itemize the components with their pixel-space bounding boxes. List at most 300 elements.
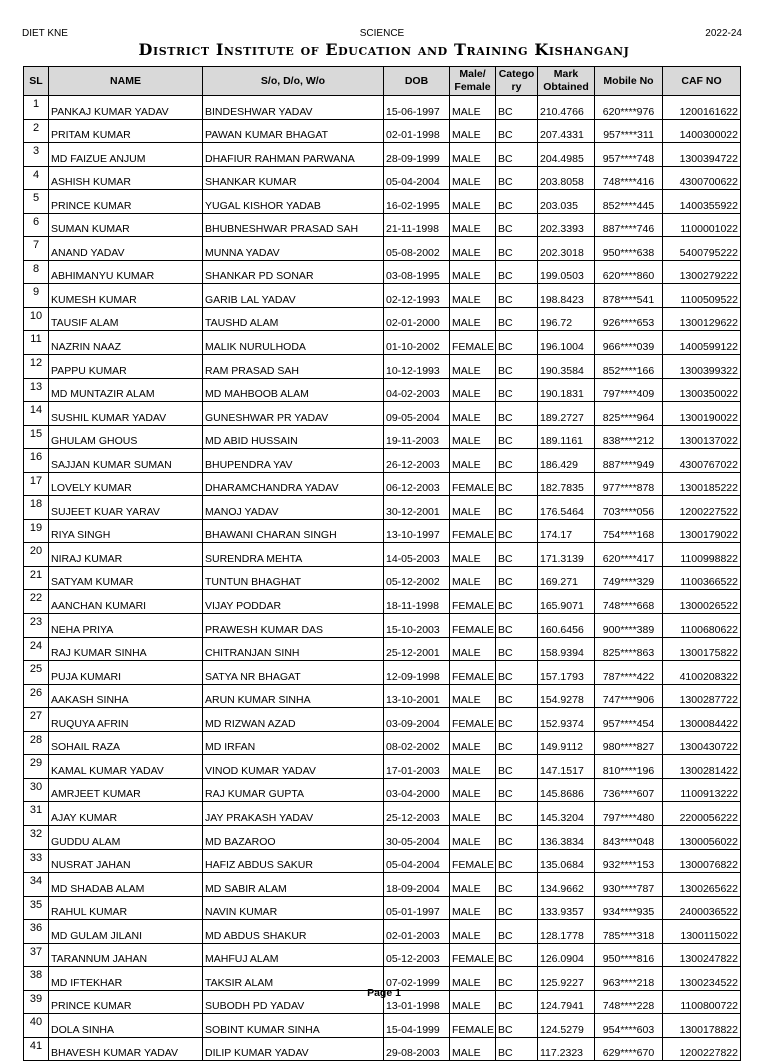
cell-marks: 126.0904 (538, 943, 595, 967)
cell-dob: 09-05-2004 (384, 402, 450, 426)
cell-dob: 16-02-1995 (384, 190, 450, 214)
cell-gender: MALE (450, 213, 496, 237)
table-row (24, 307, 741, 331)
cell-caf: 1300115022 (663, 920, 741, 944)
cell-gender: MALE (450, 637, 496, 661)
cell-category: BC (496, 307, 538, 331)
table-row (24, 637, 741, 661)
cell-gender: FEMALE (450, 331, 496, 355)
page-number: Page 1 (367, 987, 401, 999)
table-row (24, 920, 741, 944)
table-row (24, 284, 741, 308)
cell-category: BC (496, 284, 538, 308)
cell-category: BC (496, 802, 538, 826)
cell-marks: 145.8686 (538, 778, 595, 802)
cell-marks: 190.1831 (538, 378, 595, 402)
cell-guardian: SATYA NR BHAGAT (203, 661, 384, 685)
cell-caf: 1100509522 (663, 284, 741, 308)
cell-caf: 1300190022 (663, 402, 741, 426)
cell-dob: 29-08-2003 (384, 1037, 450, 1061)
cell-guardian: MD MAHBOOB ALAM (203, 378, 384, 402)
cell-marks: 203.8058 (538, 166, 595, 190)
cell-sl: 18 (24, 496, 49, 520)
cell-dob: 05-12-2002 (384, 566, 450, 590)
merit-list-table (23, 66, 741, 1061)
cell-name: ASHISH KUMAR (49, 166, 203, 190)
cell-name: NUSRAT JAHAN (49, 849, 203, 873)
cell-marks: 154.9278 (538, 684, 595, 708)
column-header-gender: Male/ Female (450, 67, 496, 96)
cell-category: BC (496, 849, 538, 873)
cell-caf: 2400036522 (663, 896, 741, 920)
cell-name: ABHIMANYU KUMAR (49, 260, 203, 284)
cell-guardian: MAHFUJ ALAM (203, 943, 384, 967)
cell-gender: MALE (450, 119, 496, 143)
cell-sl: 3 (24, 143, 49, 167)
cell-category: BC (496, 472, 538, 496)
cell-name: MD GULAM JILANI (49, 920, 203, 944)
cell-caf: 1300234522 (663, 967, 741, 991)
cell-guardian: MD IRFAN (203, 731, 384, 755)
cell-mobile: 810****196 (595, 755, 663, 779)
cell-category: BC (496, 331, 538, 355)
cell-mobile: 887****746 (595, 213, 663, 237)
cell-sl: 10 (24, 307, 49, 331)
cell-guardian: SHANKAR PD SONAR (203, 260, 384, 284)
table-row (24, 449, 741, 473)
cell-guardian: MD ABID HUSSAIN (203, 425, 384, 449)
cell-caf: 1300175822 (663, 637, 741, 661)
table-row (24, 331, 741, 355)
cell-guardian: VINOD KUMAR YADAV (203, 755, 384, 779)
table-row (24, 543, 741, 567)
table-row (24, 943, 741, 967)
cell-sl: 40 (24, 1014, 49, 1038)
table-row (24, 213, 741, 237)
cell-category: BC (496, 873, 538, 897)
cell-caf: 1100001022 (663, 213, 741, 237)
table-row (24, 190, 741, 214)
cell-guardian: ARUN KUMAR SINHA (203, 684, 384, 708)
cell-guardian: DHARAMCHANDRA YADAV (203, 472, 384, 496)
table-row (24, 119, 741, 143)
cell-gender: MALE (450, 307, 496, 331)
cell-mobile: 838****212 (595, 425, 663, 449)
cell-dob: 30-12-2001 (384, 496, 450, 520)
cell-dob: 13-10-2001 (384, 684, 450, 708)
cell-mobile: 787****422 (595, 661, 663, 685)
cell-gender: MALE (450, 425, 496, 449)
cell-guardian: PRAWESH KUMAR DAS (203, 614, 384, 638)
table-row (24, 684, 741, 708)
cell-marks: 196.72 (538, 307, 595, 331)
cell-marks: 189.1161 (538, 425, 595, 449)
cell-guardian: SURENDRA MEHTA (203, 543, 384, 567)
cell-caf: 1300350022 (663, 378, 741, 402)
cell-caf: 4300767022 (663, 449, 741, 473)
cell-caf: 1300026522 (663, 590, 741, 614)
column-header-caf: CAF NO (663, 67, 741, 96)
cell-sl: 41 (24, 1037, 49, 1061)
cell-name: SUJEET KUAR YARAV (49, 496, 203, 520)
cell-name: NIRAJ KUMAR (49, 543, 203, 567)
cell-name: AANCHAN KUMARI (49, 590, 203, 614)
cell-name: RAHUL KUMAR (49, 896, 203, 920)
cell-marks: 158.9394 (538, 637, 595, 661)
cell-category: BC (496, 566, 538, 590)
cell-sl: 37 (24, 943, 49, 967)
cell-caf: 1300178822 (663, 1014, 741, 1038)
cell-guardian: DILIP KUMAR YADAV (203, 1037, 384, 1061)
cell-name: AJAY KUMAR (49, 802, 203, 826)
cell-caf: 1400355922 (663, 190, 741, 214)
cell-dob: 15-10-2003 (384, 614, 450, 638)
cell-sl: 33 (24, 849, 49, 873)
cell-gender: FEMALE (450, 590, 496, 614)
cell-sl: 9 (24, 284, 49, 308)
cell-mobile: 797****409 (595, 378, 663, 402)
cell-dob: 03-09-2004 (384, 708, 450, 732)
cell-caf: 1300137022 (663, 425, 741, 449)
cell-category: BC (496, 449, 538, 473)
column-header-name: NAME (49, 67, 203, 96)
cell-dob: 25-12-2003 (384, 802, 450, 826)
cell-name: SUMAN KUMAR (49, 213, 203, 237)
cell-name: GUDDU ALAM (49, 825, 203, 849)
cell-gender: FEMALE (450, 849, 496, 873)
table-header-row (24, 67, 741, 96)
cell-category: BC (496, 96, 538, 120)
cell-marks: 199.0503 (538, 260, 595, 284)
cell-sl: 12 (24, 355, 49, 379)
cell-caf: 1300399322 (663, 355, 741, 379)
cell-dob: 07-02-1999 (384, 967, 450, 991)
cell-sl: 17 (24, 472, 49, 496)
cell-marks: 182.7835 (538, 472, 595, 496)
cell-category: BC (496, 825, 538, 849)
cell-mobile: 852****166 (595, 355, 663, 379)
table-row (24, 166, 741, 190)
cell-marks: 133.9357 (538, 896, 595, 920)
cell-gender: MALE (450, 873, 496, 897)
cell-guardian: YUGAL KISHOR YADAB (203, 190, 384, 214)
cell-category: BC (496, 425, 538, 449)
cell-name: TAUSIF ALAM (49, 307, 203, 331)
cell-gender: MALE (450, 566, 496, 590)
table-row (24, 472, 741, 496)
cell-caf: 1200161622 (663, 96, 741, 120)
cell-category: BC (496, 378, 538, 402)
table-row (24, 590, 741, 614)
cell-name: PRINCE KUMAR (49, 990, 203, 1014)
cell-gender: MALE (450, 920, 496, 944)
cell-guardian: VIJAY PODDAR (203, 590, 384, 614)
table-row (24, 496, 741, 520)
cell-dob: 17-01-2003 (384, 755, 450, 779)
cell-mobile: 950****638 (595, 237, 663, 261)
table-row (24, 873, 741, 897)
table-row (24, 355, 741, 379)
cell-gender: MALE (450, 731, 496, 755)
cell-marks: 207.4331 (538, 119, 595, 143)
cell-sl: 38 (24, 967, 49, 991)
cell-guardian: BHUPENDRA YAV (203, 449, 384, 473)
cell-dob: 14-05-2003 (384, 543, 450, 567)
cell-dob: 13-10-1997 (384, 519, 450, 543)
cell-mobile: 703****056 (595, 496, 663, 520)
cell-category: BC (496, 119, 538, 143)
cell-category: BC (496, 661, 538, 685)
cell-mobile: 887****949 (595, 449, 663, 473)
cell-sl: 24 (24, 637, 49, 661)
cell-caf: 1300279222 (663, 260, 741, 284)
cell-caf: 1400599122 (663, 331, 741, 355)
table-row (24, 1014, 741, 1038)
cell-dob: 19-11-2003 (384, 425, 450, 449)
cell-caf: 4300700622 (663, 166, 741, 190)
cell-mobile: 748****228 (595, 990, 663, 1014)
cell-gender: MALE (450, 778, 496, 802)
cell-guardian: DHAFIUR RAHMAN PARWANA (203, 143, 384, 167)
cell-dob: 04-02-2003 (384, 378, 450, 402)
cell-dob: 18-09-2004 (384, 873, 450, 897)
cell-guardian: GARIB LAL YADAV (203, 284, 384, 308)
cell-name: PRINCE KUMAR (49, 190, 203, 214)
session-label: 2022-24 (705, 28, 742, 39)
cell-category: BC (496, 684, 538, 708)
cell-sl: 25 (24, 661, 49, 685)
cell-guardian: MALIK NURULHODA (203, 331, 384, 355)
cell-marks: 198.8423 (538, 284, 595, 308)
cell-category: BC (496, 920, 538, 944)
table-row (24, 1037, 741, 1061)
cell-gender: MALE (450, 802, 496, 826)
cell-marks: 169.271 (538, 566, 595, 590)
table-row (24, 849, 741, 873)
cell-name: PUJA KUMARI (49, 661, 203, 685)
cell-caf: 1300265622 (663, 873, 741, 897)
cell-sl: 2 (24, 119, 49, 143)
cell-category: BC (496, 213, 538, 237)
column-header-dob: DOB (384, 67, 450, 96)
cell-guardian: RAM PRASAD SAH (203, 355, 384, 379)
cell-marks: 196.1004 (538, 331, 595, 355)
cell-name: MD SHADAB ALAM (49, 873, 203, 897)
cell-gender: MALE (450, 143, 496, 167)
cell-category: BC (496, 355, 538, 379)
cell-dob: 15-06-1997 (384, 96, 450, 120)
cell-dob: 30-05-2004 (384, 825, 450, 849)
cell-mobile: 957****748 (595, 143, 663, 167)
cell-sl: 13 (24, 378, 49, 402)
cell-marks: 174.17 (538, 519, 595, 543)
cell-gender: MALE (450, 166, 496, 190)
cell-caf: 1300394722 (663, 143, 741, 167)
cell-sl: 36 (24, 920, 49, 944)
cell-guardian: TAUSHD ALAM (203, 307, 384, 331)
cell-gender: MALE (450, 355, 496, 379)
cell-name: RAJ KUMAR SINHA (49, 637, 203, 661)
cell-marks: 189.2727 (538, 402, 595, 426)
cell-sl: 16 (24, 449, 49, 473)
cell-gender: MALE (450, 755, 496, 779)
cell-gender: FEMALE (450, 519, 496, 543)
cell-marks: 117.2323 (538, 1037, 595, 1061)
cell-dob: 13-01-1998 (384, 990, 450, 1014)
cell-name: AAKASH SINHA (49, 684, 203, 708)
cell-caf: 5400795222 (663, 237, 741, 261)
cell-dob: 15-04-1999 (384, 1014, 450, 1038)
table-row (24, 402, 741, 426)
cell-guardian: JAY PRAKASH YADAV (203, 802, 384, 826)
cell-sl: 15 (24, 425, 49, 449)
cell-category: BC (496, 402, 538, 426)
cell-gender: MALE (450, 825, 496, 849)
cell-category: BC (496, 1037, 538, 1061)
cell-guardian: CHITRANJAN SINH (203, 637, 384, 661)
cell-name: LOVELY KUMAR (49, 472, 203, 496)
cell-mobile: 620****860 (595, 260, 663, 284)
cell-category: BC (496, 143, 538, 167)
cell-category: BC (496, 990, 538, 1014)
cell-guardian: MD ABDUS SHAKUR (203, 920, 384, 944)
cell-sl: 8 (24, 260, 49, 284)
cell-category: BC (496, 967, 538, 991)
table-header (24, 67, 741, 96)
cell-mobile: 954****603 (595, 1014, 663, 1038)
cell-sl: 32 (24, 825, 49, 849)
cell-name: RIYA SINGH (49, 519, 203, 543)
cell-gender: FEMALE (450, 708, 496, 732)
cell-guardian: PAWAN KUMAR BHAGAT (203, 119, 384, 143)
cell-sl: 4 (24, 166, 49, 190)
cell-mobile: 747****906 (595, 684, 663, 708)
cell-sl: 19 (24, 519, 49, 543)
cell-sl: 23 (24, 614, 49, 638)
table-row (24, 614, 741, 638)
cell-dob: 02-01-1998 (384, 119, 450, 143)
cell-marks: 145.3204 (538, 802, 595, 826)
cell-dob: 05-12-2003 (384, 943, 450, 967)
cell-dob: 05-08-2002 (384, 237, 450, 261)
cell-category: BC (496, 778, 538, 802)
cell-gender: MALE (450, 190, 496, 214)
cell-name: KUMESH KUMAR (49, 284, 203, 308)
cell-mobile: 785****318 (595, 920, 663, 944)
cell-guardian: GUNESHWAR PR YADAV (203, 402, 384, 426)
cell-dob: 05-04-2004 (384, 166, 450, 190)
cell-mobile: 966****039 (595, 331, 663, 355)
cell-mobile: 843****048 (595, 825, 663, 849)
cell-caf: 1300185222 (663, 472, 741, 496)
cell-name: PAPPU KUMAR (49, 355, 203, 379)
column-header-mobile: Mobile No (595, 67, 663, 96)
table-body (24, 96, 741, 1061)
cell-dob: 08-02-2002 (384, 731, 450, 755)
column-header-marks: Mark Obtained (538, 67, 595, 96)
cell-name: TARANNUM JAHAN (49, 943, 203, 967)
cell-category: BC (496, 260, 538, 284)
cell-caf: 1300129622 (663, 307, 741, 331)
cell-dob: 03-08-1995 (384, 260, 450, 284)
cell-caf: 1300287722 (663, 684, 741, 708)
cell-guardian: MD RIZWAN AZAD (203, 708, 384, 732)
cell-marks: 160.6456 (538, 614, 595, 638)
cell-category: BC (496, 543, 538, 567)
cell-guardian: MD SABIR ALAM (203, 873, 384, 897)
cell-sl: 39 (24, 990, 49, 1014)
cell-gender: FEMALE (450, 1014, 496, 1038)
cell-marks: 147.1517 (538, 755, 595, 779)
cell-marks: 210.4766 (538, 96, 595, 120)
table-row (24, 896, 741, 920)
cell-mobile: 620****976 (595, 96, 663, 120)
cell-sl: 7 (24, 237, 49, 261)
column-header-guardian: S/o, D/o, W/o (203, 67, 384, 96)
cell-dob: 02-01-2000 (384, 307, 450, 331)
cell-name: NEHA PRIYA (49, 614, 203, 638)
cell-caf: 1300430722 (663, 731, 741, 755)
cell-category: BC (496, 896, 538, 920)
cell-name: SOHAIL RAZA (49, 731, 203, 755)
cell-name: MD FAIZUE ANJUM (49, 143, 203, 167)
cell-category: BC (496, 519, 538, 543)
cell-marks: 157.1793 (538, 661, 595, 685)
cell-mobile: 629****670 (595, 1037, 663, 1061)
cell-sl: 27 (24, 708, 49, 732)
cell-name: GHULAM GHOUS (49, 425, 203, 449)
cell-sl: 5 (24, 190, 49, 214)
cell-mobile: 980****827 (595, 731, 663, 755)
cell-caf: 1100366522 (663, 566, 741, 590)
column-header-sl: SL (24, 67, 49, 96)
cell-sl: 21 (24, 566, 49, 590)
cell-mobile: 957****454 (595, 708, 663, 732)
cell-dob: 10-12-1993 (384, 355, 450, 379)
cell-marks: 176.5464 (538, 496, 595, 520)
cell-mobile: 963****218 (595, 967, 663, 991)
cell-marks: 203.035 (538, 190, 595, 214)
cell-gender: FEMALE (450, 661, 496, 685)
cell-marks: 149.9112 (538, 731, 595, 755)
cell-marks: 186.429 (538, 449, 595, 473)
cell-mobile: 754****168 (595, 519, 663, 543)
cell-mobile: 797****480 (595, 802, 663, 826)
cell-caf: 1100800722 (663, 990, 741, 1014)
cell-marks: 128.1778 (538, 920, 595, 944)
cell-sl: 34 (24, 873, 49, 897)
cell-sl: 22 (24, 590, 49, 614)
cell-name: SUSHIL KUMAR YADAV (49, 402, 203, 426)
cell-caf: 1300084422 (663, 708, 741, 732)
cell-name: BHAVESH KUMAR YADAV (49, 1037, 203, 1061)
cell-caf: 2200056222 (663, 802, 741, 826)
cell-gender: MALE (450, 402, 496, 426)
table-row (24, 96, 741, 120)
table-row (24, 237, 741, 261)
table-row (24, 519, 741, 543)
cell-guardian: RAJ KUMAR GUPTA (203, 778, 384, 802)
cell-category: BC (496, 590, 538, 614)
cell-guardian: BINDESHWAR YADAV (203, 96, 384, 120)
cell-sl: 26 (24, 684, 49, 708)
cell-sl: 35 (24, 896, 49, 920)
cell-gender: FEMALE (450, 472, 496, 496)
cell-name: DOLA SINHA (49, 1014, 203, 1038)
cell-guardian: BHUBNESHWAR PRASAD SAH (203, 213, 384, 237)
cell-category: BC (496, 637, 538, 661)
cell-gender: MALE (450, 260, 496, 284)
